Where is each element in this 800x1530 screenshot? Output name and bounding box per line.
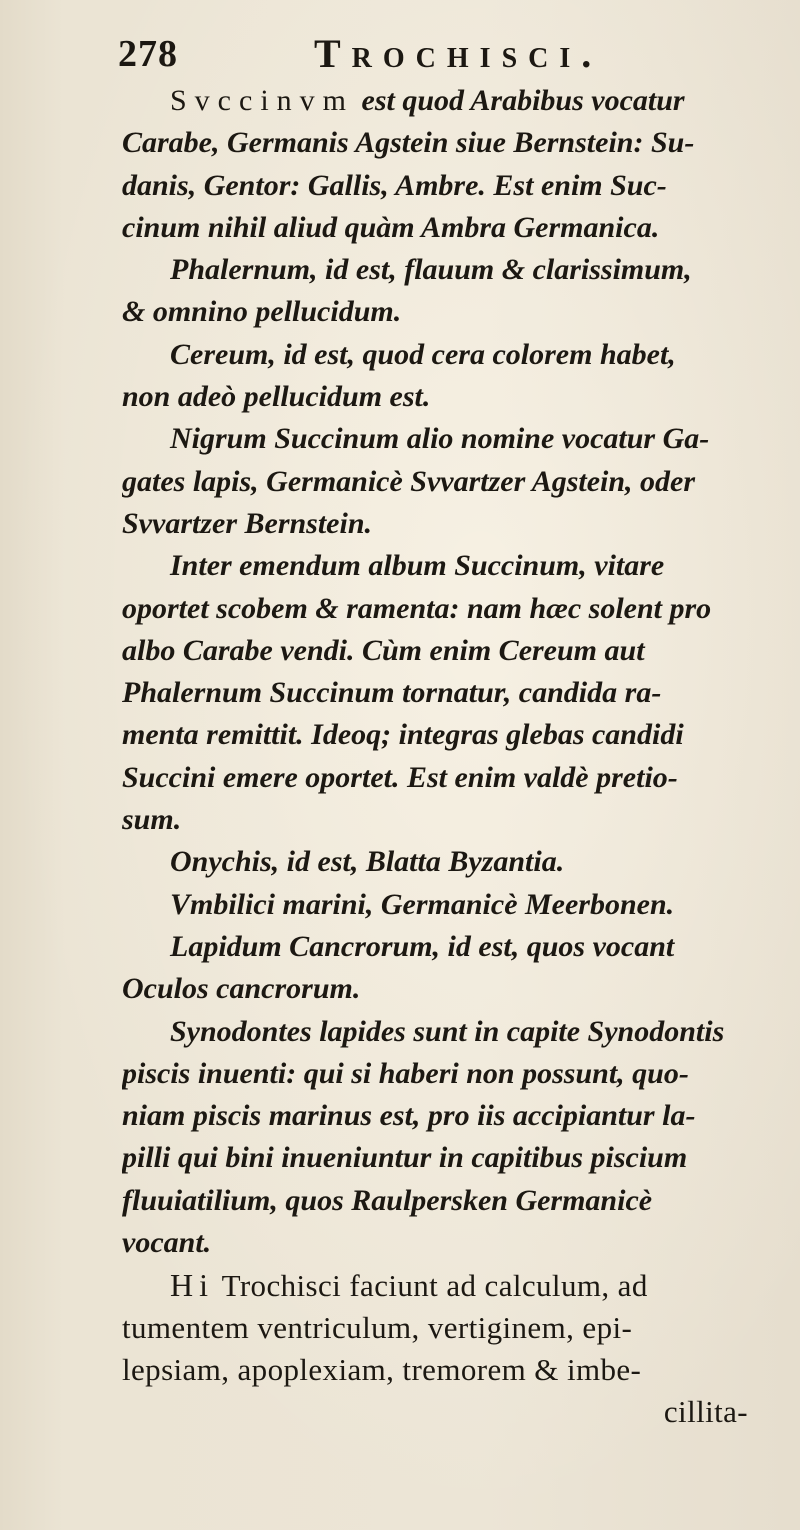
line-text: niam piscis marinus est, pro iis accipiantur la- [122, 1099, 696, 1133]
line-text: Carabe, Germanis Agstein siue Bernstein: Su- [122, 126, 695, 160]
text-line [122, 1391, 790, 1433]
text-line [122, 714, 790, 756]
text-line [122, 334, 790, 376]
line-text: Vmbilici marini, Germanicè Meerbonen. [170, 887, 675, 921]
running-title: Trochisci. [314, 31, 603, 76]
text-line [122, 630, 790, 672]
text-line [122, 1095, 790, 1137]
line-text: Phalernum, id est, flauum & clarissimum, [170, 253, 692, 287]
text-line [122, 1264, 790, 1306]
line-text: danis, Gentor: Gallis, Ambre. Est enim Suc- [122, 168, 667, 202]
text-line [122, 291, 790, 333]
line-text: non adeò pellucidum est. [122, 380, 431, 414]
line-text: Onychis, id est, Blatta Byzantia. [170, 845, 565, 879]
line-text: Lapidum Cancrorum, id est, quos vocant [170, 929, 675, 963]
line-text: vocant. [122, 1226, 212, 1260]
text-line [122, 757, 790, 799]
text-line [122, 545, 790, 587]
text-line [122, 672, 790, 714]
lead-word: Hi [170, 1267, 214, 1304]
page-number: 278 [118, 33, 178, 75]
line-text: Succini emere oportet. Est enim valdè pretio- [122, 760, 678, 794]
line-text: cinum nihil aliud quàm Ambra Germanica. [122, 210, 660, 244]
line-text: Oculos cancrorum. [122, 972, 361, 1006]
line-text: Svvartzer Bernstein. [122, 506, 373, 540]
text-line [122, 80, 790, 122]
line-text: Nigrum Succinum alio nomine vocatur Ga- [170, 422, 710, 456]
page-header [118, 20, 718, 80]
line-text: menta remittit. Ideoq; integras glebas candidi [122, 718, 684, 752]
line-text: fluuiatilium, quos Raulpersken Germanicè [122, 1183, 653, 1217]
line-text: Synodontes lapides sunt in capite Synodontis [170, 1014, 725, 1048]
text-line [122, 1053, 790, 1095]
text-line [122, 1307, 790, 1349]
text-line [122, 926, 790, 968]
text-line [122, 1137, 790, 1179]
line-text: Trochisci faciunt ad calculum, ad [214, 1268, 648, 1304]
line-text: Inter emendum album Succinum, vitare [170, 549, 665, 583]
text-line [122, 207, 790, 249]
text-line [122, 122, 790, 164]
text-line [122, 968, 790, 1010]
text-line [122, 1222, 790, 1264]
line-text: Phalernum Succinum tornatur, candida ra- [122, 676, 662, 710]
line-text: & omnino pellucidum. [122, 295, 402, 329]
line-text: oportet scobem & ramenta: nam hæc solent pro [122, 591, 712, 625]
line-text: tumentem ventriculum, vertiginem, epi- [122, 1309, 633, 1345]
line-text: Cereum, id est, quod cera colorem habet, [170, 337, 676, 371]
text-line [122, 376, 790, 418]
text-line [122, 249, 790, 291]
text-line [122, 588, 790, 630]
text-line [122, 1349, 790, 1391]
text-line [122, 841, 790, 883]
text-line [122, 165, 790, 207]
text-line [122, 1180, 790, 1222]
line-text: sum. [122, 803, 182, 837]
line-text: est quod Arabibus vocatur [354, 84, 685, 117]
text-line [122, 884, 790, 926]
text-line [122, 799, 790, 841]
lead-word: Svccinvm [170, 84, 354, 117]
text-line [122, 418, 790, 460]
line-text: piscis inuenti: qui si haberi non possunt, quo- [122, 1056, 689, 1090]
text-line [122, 461, 790, 503]
line-text: pilli qui bini inueniuntur in capitibus piscium [122, 1141, 688, 1175]
line-text: albo Carabe vendi. Cùm enim Cereum aut [122, 633, 645, 667]
line-text: gates lapis, Germanicè Svvartzer Agstein, oder [122, 464, 696, 498]
line-text: lepsiam, apoplexiam, tremorem & imbe- [122, 1351, 642, 1387]
text-line [122, 503, 790, 545]
text-line [122, 1011, 790, 1053]
line-text: cillita- [663, 1394, 748, 1430]
body-text [122, 80, 790, 1434]
